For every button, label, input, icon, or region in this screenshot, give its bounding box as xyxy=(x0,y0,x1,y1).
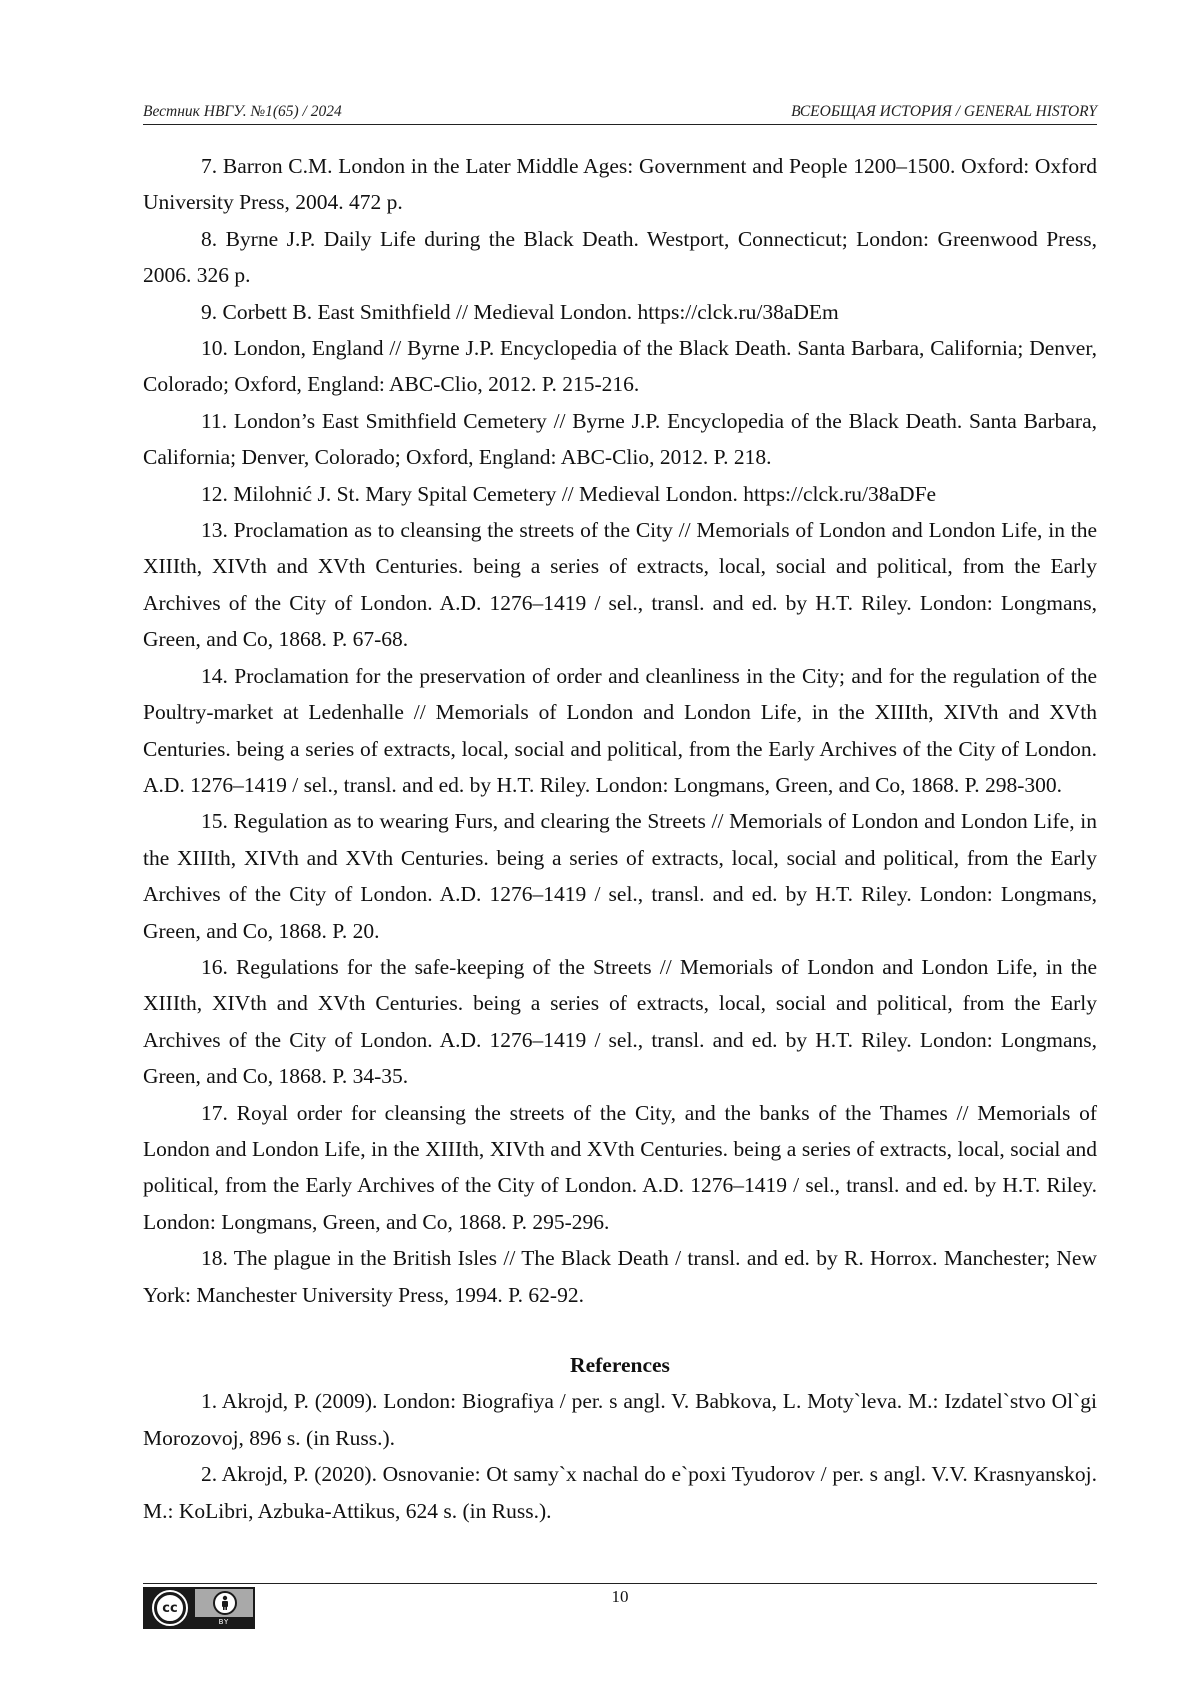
source-item: 9. Corbett B. East Smithfield // Medieval London. https://clck.ru/38aDEm xyxy=(201,299,839,324)
source-item: 13. Proclamation as to cleansing the streets of the City // Memorials of London and London Life, in the XIIIth, XIVth and XVth Centuries. being a series of extracts, local, social and political, from the Early Archives of the City of London. A.D. 1276–1419 / sel., transl. and ed. by H.T. Riley. London: Longmans, Green, and Co, 1868. P. 67-68. xyxy=(143,518,1097,652)
source-item: 15. Regulation as to wearing Furs, and clearing the Streets // Memorials of London and London Life, in the XIIIth, XIVth and XVth Centuries. being a series of extracts, local, social and political, from the Early Archives of the City of London. A.D. 1276–1419 / sel., transl. and ed. by H.T. Riley. London: Longmans, Green, and Co, 1868. P. 20. xyxy=(143,809,1097,943)
reference-item: 2. Akrojd, P. (2020). Osnovanie: Ot samy`x nachal do e`poxi Tyudorov / per. s angl. V.V. Krasnyanskoj. M.: KoLibri, Azbuka-Attikus, 624 s. (in Russ.). xyxy=(143,1462,1097,1523)
source-item: 11. London’s East Smithfield Cemetery // Byrne J.P. Encyclopedia of the Black Death. Santa Barbara, California; Denver, Colorado; Oxford, England: ABC-Clio, 2012. P. 218. xyxy=(143,408,1097,470)
reference-item: 1. Akrojd, P. (2009). London: Biografiya / per. s angl. V. Babkova, L. Moty`leva. M.: Izdatel`stvo Ol`gi Morozovoj, 896 s. (in Russ.). xyxy=(143,1389,1097,1450)
source-item: 17. Royal order for cleansing the streets of the City, and the banks of the Thames // Memorials of London and London Life, in the XIIIth, XIVth and XVth Centuries. being a series of extracts, local, social and political, from the Early Archives of the City of London. A.D. 1276–1419 / sel., transl. and ed. by H.T. Riley. London: Longmans, Green, and Co, 1868. P. 295-296. xyxy=(143,1100,1097,1234)
by-label: BY xyxy=(195,1617,253,1627)
page-number: 10 xyxy=(611,1587,629,1606)
source-item: 7. Barron C.M. London in the Later Middle Ages: Government and People 1200–1500. Oxford: Oxford University Press, 2004. 472 p. xyxy=(143,154,1097,215)
references-heading: References xyxy=(570,1353,670,1377)
source-item: 14. Proclamation for the preservation of order and cleanliness in the City; and for the regulation of the Poultry-market at Ledenhalle // Memorials of London and London Life, in the XIIIth, XIVth and XVth Centuries. being a series of extracts, local, social and political, from the Early Archives of the City of London. A.D. 1276–1419 / sel., transl. and ed. by H.T. Riley. London: Longmans, Green, and Co, 1868. P. 298-300. xyxy=(143,663,1097,797)
journal-title: Вестник НВГУ. №1(65) / 2024 xyxy=(143,103,342,120)
source-item: 16. Regulations for the safe-keeping of the Streets // Memorials of London and London Life, in the XIIIth, XIVth and XVth Centuries. being a series of extracts, local, social and political, from the Early Archives of the City of London. A.D. 1276–1419 / sel., transl. and ed. by H.T. Riley. London: Longmans, Green, and Co, 1868. P. 34-35. xyxy=(143,954,1097,1089)
section-title: ВСЕОБЩАЯ ИСТОРИЯ / GENERAL HISTORY xyxy=(791,103,1097,120)
running-head xyxy=(143,103,1097,125)
source-item: 10. London, England // Byrne J.P. Encyclopedia of the Black Death. Santa Barbara, California; Denver, Colorado; Oxford, England: ABC-Clio, 2012. P. 215-216. xyxy=(143,336,1097,397)
source-item: 8. Byrne J.P. Daily Life during the Black Death. Westport, Connecticut; London: Greenwood Press, 2006. 326 p. xyxy=(143,226,1097,288)
source-item: 18. The plague in the British Isles // The Black Death / transl. and ed. by R. Horrox. Manchester; New York: Manchester University Press, 1994. P. 62-92. xyxy=(143,1246,1097,1307)
cc-icon: cc xyxy=(154,1592,186,1624)
reference-list xyxy=(143,148,1097,1529)
source-item: 12. Milohnić J. St. Mary Spital Cemetery // Medieval London. https://clck.ru/38aDFe xyxy=(201,481,937,506)
footer-rule xyxy=(143,1583,1097,1584)
